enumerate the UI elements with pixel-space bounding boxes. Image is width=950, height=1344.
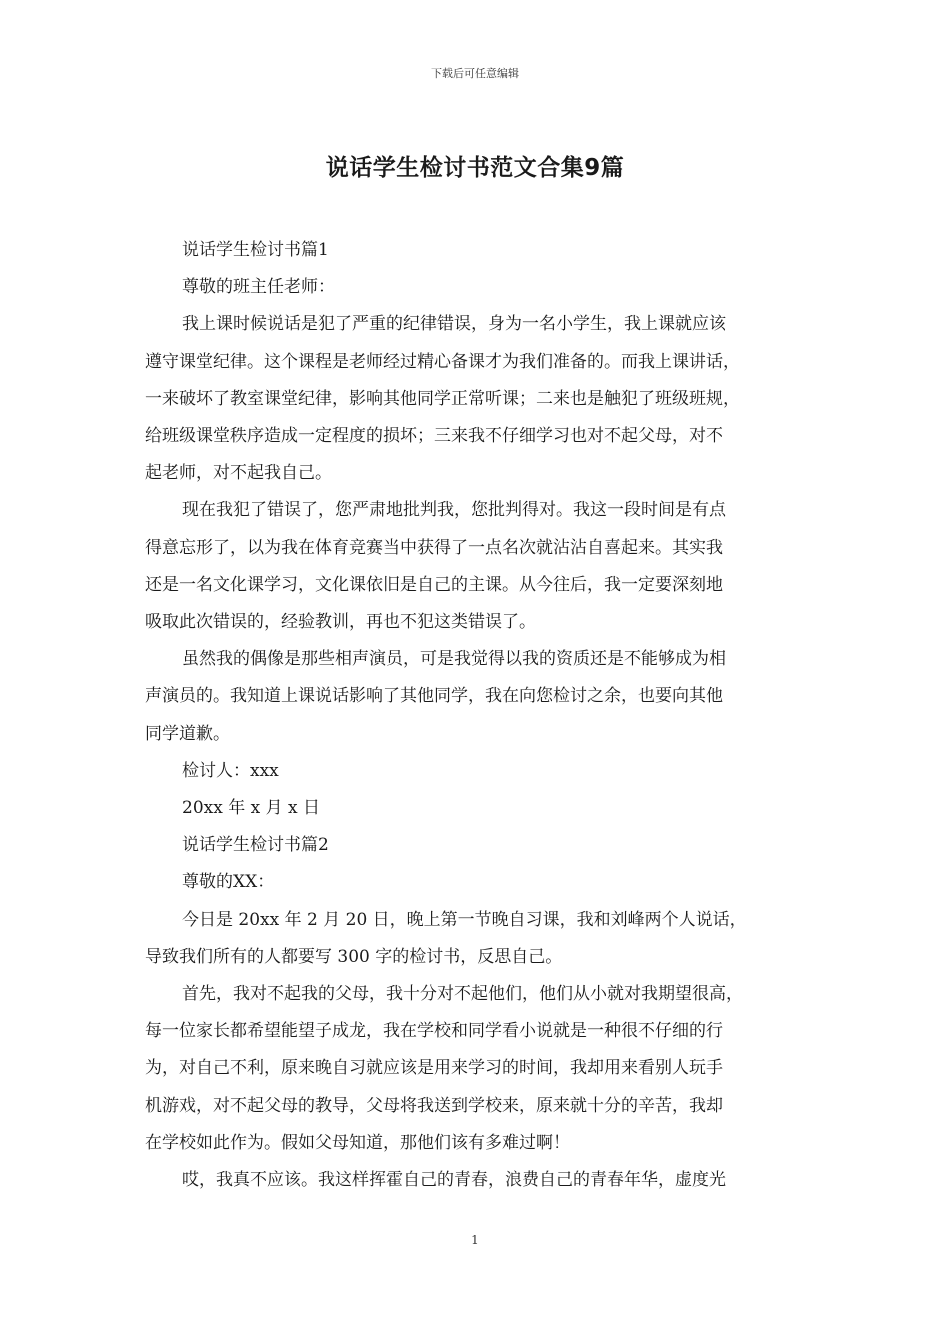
page-header-note: 下载后可任意编辑 xyxy=(431,67,519,80)
section-heading-2: 说话学生检讨书篇2 xyxy=(182,835,329,856)
paragraph: 虽然我的偶像是那些相声演员，可是我觉得以我的资质还是不能够成为相 声演员的。我知道上课说话影响了其他同学，我在向您检讨之余，也要向其他 同学道歉。 xyxy=(145,649,726,744)
paragraph: 我上课时候说话是犯了严重的纪律错误，身为一名小学生，我上课就应该 遵守课堂纪律。这个课程是老师经过精心备课才为我们准备的。而我上课讲话， 一来破坏了教室课堂纪律，影响其他同学正常听课；二来也是触犯了班级班规， 给班级课堂秩序造成一定程度的损坏；三来我不仔细学习也对不起父母，对不 起老师，对不起我自己。 xyxy=(145,314,740,484)
signature-line: 检讨人：xxx xyxy=(182,760,279,781)
paragraph: 现在我犯了错误了，您严肃地批判我，您批判得对。我这一段时间是有点 得意忘形了，以为我在体育竞赛当中获得了一点名次就沾沾自喜起来。其实我 还是一名文化课学习，文化课依旧是自己的主课。从今往后，我一定要深刻地 吸取此次错误的，经验教训，再也不犯这类错误了。 xyxy=(145,500,726,633)
paragraph: 首先，我对不起我的父母，我十分对不起他们，他们从小就对我期望很高， 每一位家长都希望能望子成龙，我在学校和同学看小说就是一种很不仔细的行 为，对自己不利，原来晚自习就应该是用来学习的时间，我却用来看别人玩手 机游戏，对不起父母的教导，父母将我送到学校来，原来就十分的辛苦，我却 在学校如此作为。假如父母知道，那他们该有多难过啊！ xyxy=(145,984,743,1153)
date-line: 20xx 年 x 月 x 日 xyxy=(182,798,321,819)
section-heading-1: 说话学生检讨书篇1 xyxy=(182,240,329,260)
salutation-2: 尊敬的XX： xyxy=(182,872,275,893)
paragraph: 哎，我真不应该。我这样挥霍自己的青春，浪费自己的青春年华，虚度光 xyxy=(182,1170,726,1191)
page-number: 1 xyxy=(471,1233,479,1247)
paragraph: 今日是 20xx 年 2 月 20 日，晚上第一节晚自习课，我和刘峰两个人说话， 导致我们所有的人都要写 300 字的检讨书，反思自己。 xyxy=(145,909,747,967)
document-body xyxy=(145,232,813,1199)
salutation-1: 尊敬的班主任老师： xyxy=(182,277,335,298)
document-title: 说话学生检讨书范文合集9篇 xyxy=(325,155,625,181)
